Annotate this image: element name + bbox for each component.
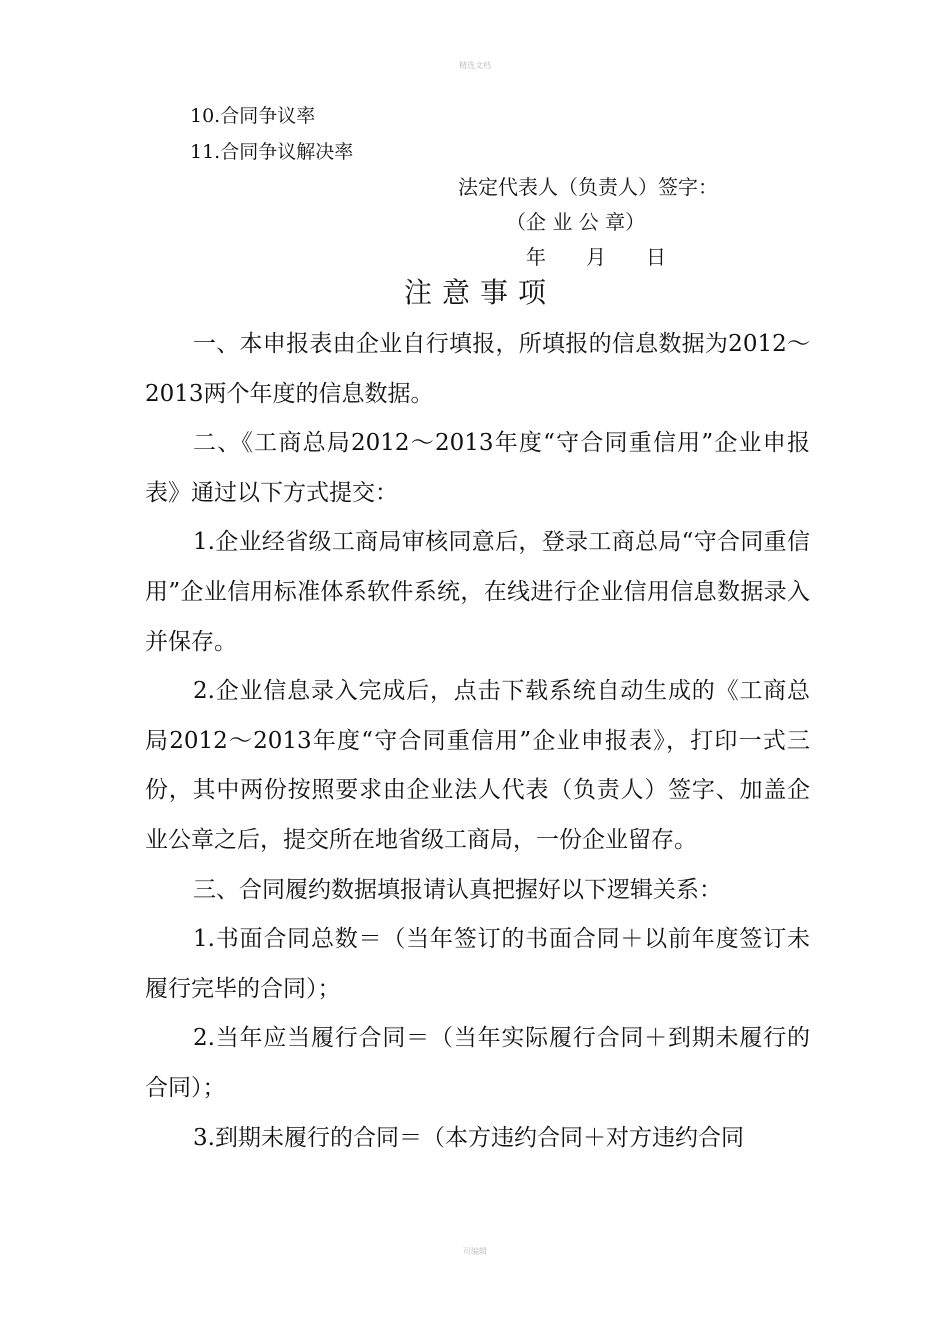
paragraph-subitem-2-2: 2.企业信息录入完成后，点击下载系统自动生成的《工商总局2012～2013年度“守合同重信用”企业申报表》，打印一式三份，其中两份按照要求由企业法人代表（负责人）签字、加盖企业公章之后，提交所在地省级工商局，一份企业留存。 [145, 678, 810, 853]
paragraph-subitem-3-2: 2.当年应当履行合同＝（当年实际履行合同＋到期未履行的合同）； [145, 1025, 810, 1101]
paragraph-subitem-3-3: 3.到期未履行的合同＝（本方违约合同＋对方违约合同 [193, 1124, 744, 1151]
paragraph-item-3: 三、合同履约数据填报请认真把握好以下逻辑关系： [193, 876, 722, 903]
footer-watermark: 可编辑 [463, 1247, 487, 1256]
signature-line: 法定代表人（负责人）签字： [458, 175, 718, 199]
company-seal-line: （企 业 公 章） [506, 210, 646, 234]
paragraph-item-1: 一、本申报表由企业自行填报，所填报的信息数据为2012～2013两个年度的信息数据。 [145, 331, 810, 407]
paragraph-item-2: 二、《工商总局2012～2013年度“守合同重信用”企业申报表》通过以下方式提交： [145, 430, 810, 506]
date-line: 年 月 日 [526, 245, 666, 269]
notice-heading: 注意事项 [403, 276, 556, 309]
header-watermark: 精选文档 [459, 61, 491, 70]
list-item-dispute-rate: 10.合同争议率 [190, 105, 316, 127]
paragraph-subitem-3-1: 1.书面合同总数＝（当年签订的书面合同＋以前年度签订未履行完毕的合同）； [145, 926, 810, 1002]
notice-body [145, 320, 810, 1163]
list-item-dispute-resolution-rate: 11.合同争议解决率 [190, 141, 354, 163]
paragraph-subitem-2-1: 1.企业经省级工商局审核同意后，登录工商总局“守合同重信用”企业信用标准体系软件系统，在线进行企业信用信息数据录入并保存。 [145, 529, 810, 655]
